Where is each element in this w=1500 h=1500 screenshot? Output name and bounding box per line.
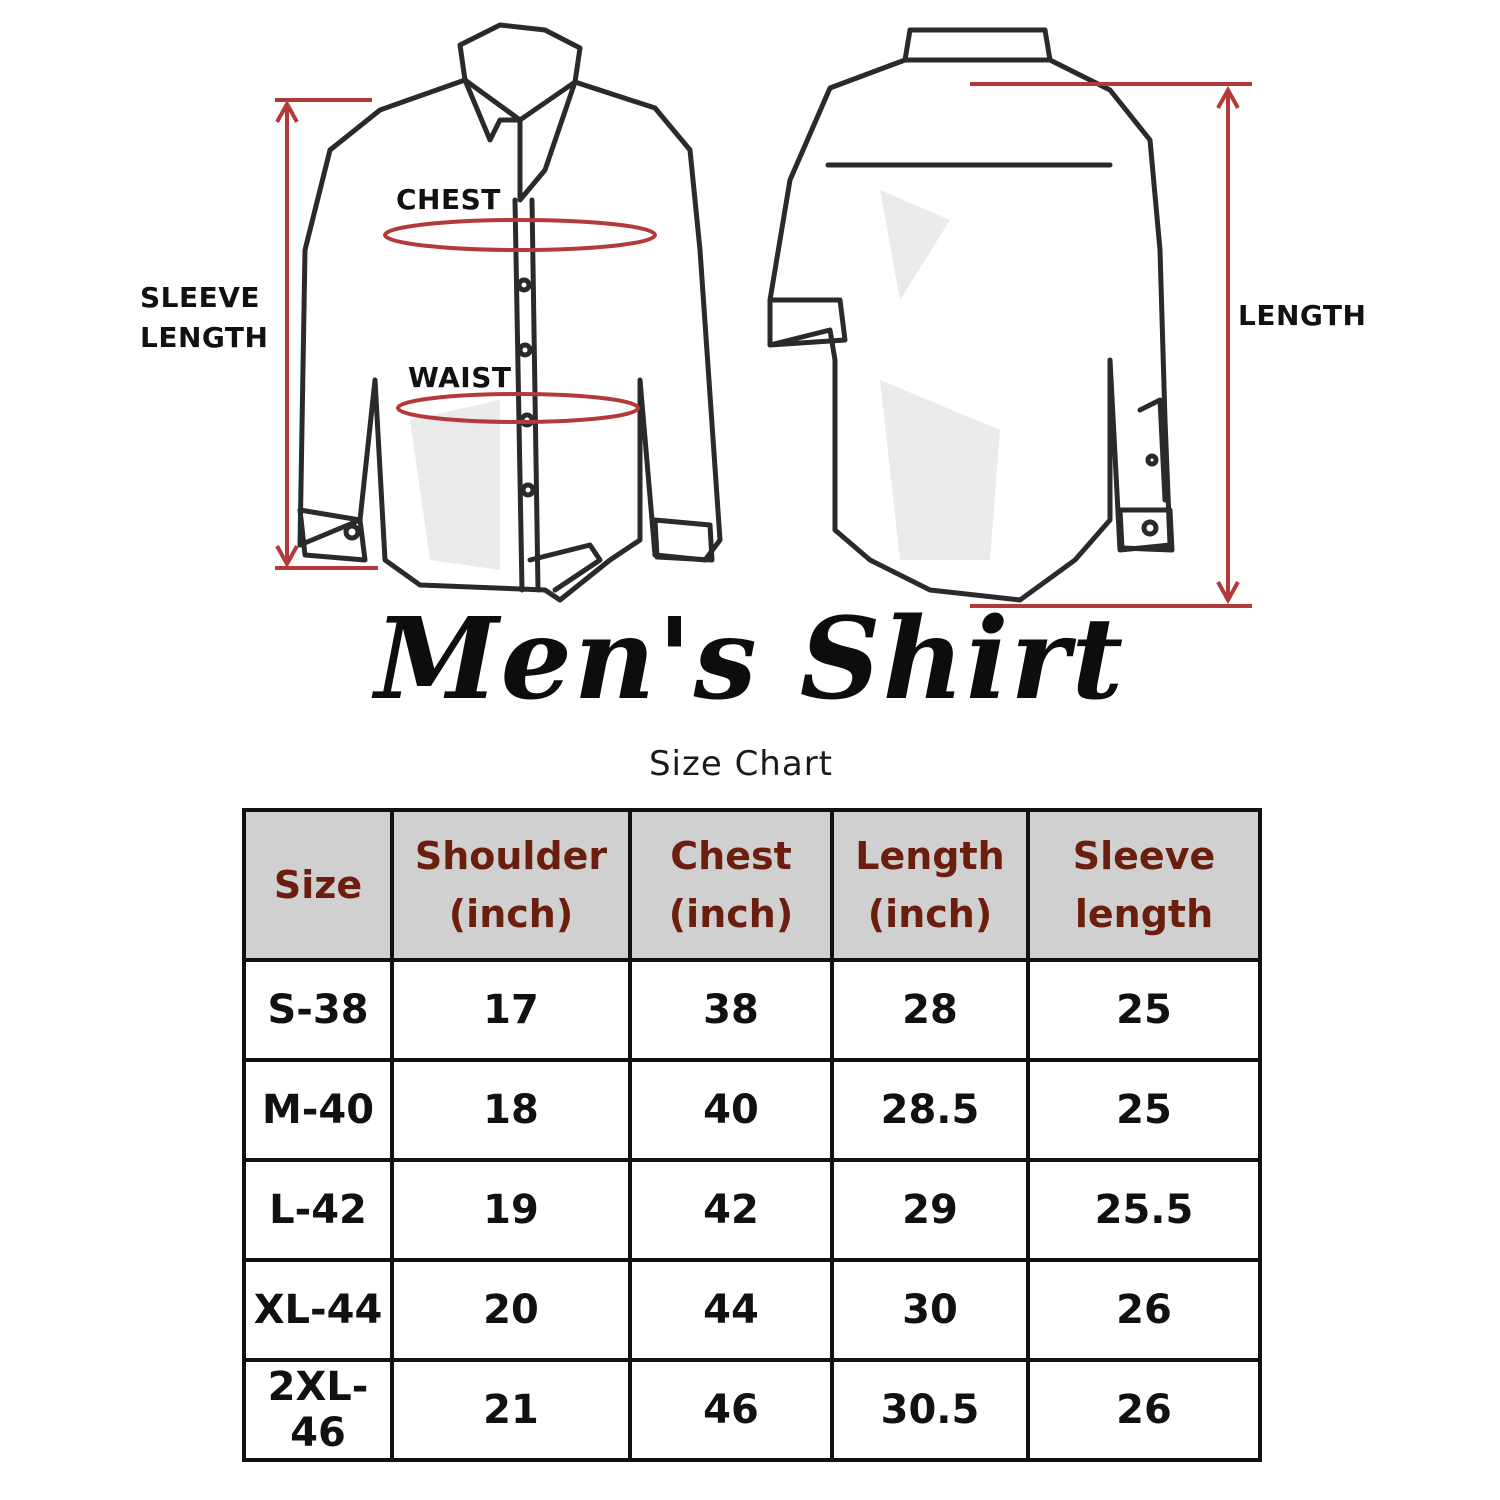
header-sleeve-length: Sleeve length xyxy=(1028,810,1260,960)
sleeve-cell: 26 xyxy=(1028,1260,1260,1360)
header-length: Length (inch) xyxy=(832,810,1028,960)
sleeve-length-label-line1: SLEEVE xyxy=(140,281,261,314)
waist-label: WAIST xyxy=(408,361,512,394)
length-cell: 30 xyxy=(832,1260,1028,1360)
size-cell: 2XL-46 xyxy=(244,1360,392,1460)
table-row xyxy=(244,1160,1260,1260)
size-cell: XL-44 xyxy=(244,1260,392,1360)
sleeve-length-label-line2: LENGTH xyxy=(140,321,269,354)
shoulder-cell: 17 xyxy=(392,960,630,1060)
chest-cell: 40 xyxy=(630,1060,832,1160)
table-row xyxy=(244,960,1260,1060)
chest-cell: 38 xyxy=(630,960,832,1060)
length-cell: 28.5 xyxy=(832,1060,1028,1160)
header-size: Size xyxy=(244,810,392,960)
header-chest: Chest (inch) xyxy=(630,810,832,960)
sleeve-cell: 26 xyxy=(1028,1360,1260,1460)
size-cell: S-38 xyxy=(244,960,392,1060)
length-label: LENGTH xyxy=(1238,299,1367,332)
length-cell: 30.5 xyxy=(832,1360,1028,1460)
chest-cell: 44 xyxy=(630,1260,832,1360)
length-cell: 29 xyxy=(832,1160,1028,1260)
size-chart-table xyxy=(242,808,1262,1462)
sleeve-cell: 25.5 xyxy=(1028,1160,1260,1260)
shoulder-cell: 20 xyxy=(392,1260,630,1360)
sleeve-cell: 25 xyxy=(1028,960,1260,1060)
table-header-row xyxy=(244,810,1260,960)
header-shoulder: Shoulder (inch) xyxy=(392,810,630,960)
sleeve-cell: 25 xyxy=(1028,1060,1260,1160)
sleeve-length-label xyxy=(140,278,268,358)
size-cell: M-40 xyxy=(244,1060,392,1160)
main-title: Men's Shirt xyxy=(374,594,1126,725)
table-row xyxy=(244,1360,1260,1460)
front-shirt-drawing xyxy=(300,25,720,600)
size-chart-subtitle: Size Chart xyxy=(648,744,834,784)
chest-cell: 42 xyxy=(630,1160,832,1260)
shoulder-cell: 18 xyxy=(392,1060,630,1160)
table-row xyxy=(244,1060,1260,1160)
shoulder-cell: 21 xyxy=(392,1360,630,1460)
table-row xyxy=(244,1260,1260,1360)
size-cell: L-42 xyxy=(244,1160,392,1260)
shoulder-cell: 19 xyxy=(392,1160,630,1260)
chest-cell: 46 xyxy=(630,1360,832,1460)
chest-label: CHEST xyxy=(396,183,501,216)
chest-ellipse xyxy=(385,220,655,250)
length-cell: 28 xyxy=(832,960,1028,1060)
